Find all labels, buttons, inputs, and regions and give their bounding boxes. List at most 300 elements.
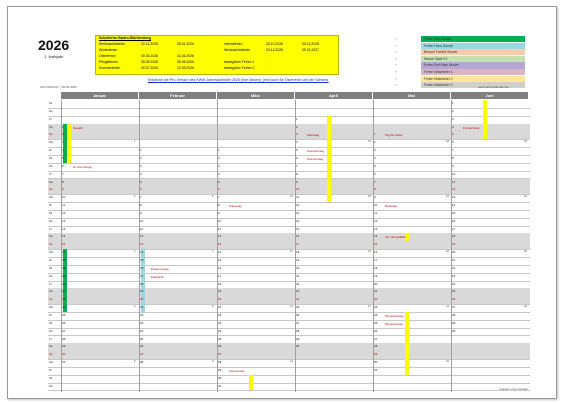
day-number[interactable]: 2 bbox=[62, 132, 64, 137]
day-number[interactable]: 15 bbox=[62, 234, 66, 239]
day-number[interactable]: 29 bbox=[374, 352, 378, 357]
day-number[interactable]: 11 bbox=[296, 195, 300, 200]
day-number[interactable]: 3 bbox=[452, 116, 454, 121]
day-number[interactable]: 15 bbox=[218, 258, 222, 262]
day-number[interactable]: 8 bbox=[62, 179, 64, 184]
day-number[interactable]: 5 bbox=[62, 155, 64, 160]
holiday-name: Weihnachtsferien bbox=[99, 42, 126, 46]
day-number[interactable]: 11 bbox=[140, 226, 144, 231]
day-number[interactable]: 11 bbox=[374, 210, 378, 215]
day-number[interactable]: 2 bbox=[218, 155, 220, 160]
day-annotation: Fronleichnam bbox=[463, 125, 480, 130]
holiday-name: Pfingstferien bbox=[99, 60, 118, 64]
day-number[interactable]: 1 bbox=[140, 148, 142, 153]
weekday-label: Mo bbox=[49, 360, 54, 365]
day-number[interactable]: 19 bbox=[62, 265, 66, 270]
month-header: März bbox=[217, 92, 294, 99]
day-number[interactable]: 27 bbox=[374, 336, 378, 341]
weekday-label: Do bbox=[49, 108, 53, 113]
day-number[interactable]: 4 bbox=[296, 140, 298, 145]
weekday-label: Sa bbox=[49, 234, 53, 239]
day-number[interactable]: 19 bbox=[218, 289, 222, 294]
day-number[interactable]: 11 bbox=[452, 179, 456, 184]
holiday-to: 05.06.2026 bbox=[177, 60, 194, 64]
day-number[interactable]: 30 bbox=[452, 328, 456, 333]
weekday-label: So bbox=[49, 242, 53, 247]
legend-item bbox=[395, 76, 525, 82]
day-number[interactable]: 13 bbox=[452, 195, 456, 200]
day-number[interactable]: 28 bbox=[62, 336, 66, 341]
day-number[interactable]: 15 bbox=[140, 258, 144, 262]
day-annotation: Sommerzeit bbox=[229, 368, 244, 373]
day-number[interactable]: 7 bbox=[218, 195, 220, 200]
day-number[interactable]: 17 bbox=[452, 226, 456, 231]
holiday-from: 26.05.2026 bbox=[141, 60, 158, 64]
holiday-box bbox=[95, 35, 339, 75]
day-number[interactable]: 11 bbox=[62, 203, 66, 208]
day-number[interactable]: 25 bbox=[140, 336, 144, 341]
weekday-label: Mo bbox=[49, 195, 54, 200]
holiday-to: 11.04.2026 bbox=[177, 54, 194, 58]
day-number[interactable]: 18 bbox=[218, 281, 222, 286]
weekday-label: Do bbox=[49, 163, 53, 168]
day-number[interactable]: 5 bbox=[140, 179, 142, 184]
day-number[interactable]: 14 bbox=[62, 226, 66, 231]
week-number: 23 bbox=[524, 140, 527, 144]
day-number[interactable]: 18 bbox=[62, 258, 66, 262]
day-number[interactable]: 22 bbox=[218, 312, 222, 317]
day-number[interactable]: 26 bbox=[218, 344, 222, 349]
day-number[interactable]: 29 bbox=[452, 320, 456, 325]
day-number[interactable]: 12 bbox=[452, 187, 456, 192]
day-number[interactable]: 14 bbox=[140, 250, 144, 255]
day-number[interactable]: 14 bbox=[452, 203, 456, 208]
half-year-label: 1. Halbjahr bbox=[44, 54, 64, 59]
day-number[interactable]: 27 bbox=[452, 305, 456, 310]
day-number[interactable]: 9 bbox=[374, 195, 376, 200]
day-number[interactable]: 25 bbox=[374, 320, 378, 325]
holiday-to: 09.01.2027 bbox=[302, 48, 319, 52]
day-number[interactable]: 29 bbox=[296, 336, 300, 341]
week-number: 25 bbox=[524, 250, 527, 254]
holiday-marker bbox=[68, 124, 71, 163]
day-number[interactable]: 13 bbox=[140, 242, 144, 247]
holiday-from: 30.07.2026 bbox=[141, 66, 158, 70]
day-number[interactable]: 30 bbox=[296, 344, 300, 349]
day-number[interactable]: 19 bbox=[296, 258, 300, 262]
day-number[interactable]: 8 bbox=[140, 203, 142, 208]
weekday-label: Di bbox=[49, 258, 52, 262]
day-number[interactable]: 17 bbox=[62, 250, 66, 255]
holiday-name: Weihnachtsferien bbox=[224, 48, 251, 52]
week-number: 8 bbox=[212, 305, 214, 309]
day-number[interactable]: 30 bbox=[374, 360, 378, 365]
day-number[interactable]: 15 bbox=[296, 226, 300, 231]
day-number[interactable]: 8 bbox=[374, 187, 376, 192]
day-number[interactable]: 22 bbox=[374, 297, 378, 302]
day-number[interactable]: 31 bbox=[62, 360, 66, 365]
day-number[interactable]: 28 bbox=[296, 328, 300, 333]
legend-arrow-icon: » bbox=[395, 37, 397, 41]
week-number: 26 bbox=[524, 305, 527, 309]
day-number[interactable]: 18 bbox=[296, 250, 300, 255]
day-number[interactable]: 2 bbox=[296, 124, 298, 129]
holiday-from: 22.12.2025 bbox=[141, 42, 158, 46]
day-number[interactable]: 22 bbox=[452, 265, 456, 270]
day-number[interactable]: 27 bbox=[140, 352, 144, 357]
legend-arrow-icon: » bbox=[395, 76, 397, 81]
day-number[interactable]: 20 bbox=[218, 297, 222, 302]
month-header: Juni bbox=[451, 92, 528, 99]
day-number[interactable]: 4 bbox=[218, 171, 220, 176]
week-number: 5 bbox=[134, 360, 136, 364]
day-number[interactable]: 13 bbox=[374, 226, 378, 231]
weekday-label: Fr bbox=[49, 116, 52, 121]
day-number[interactable]: 1 bbox=[296, 116, 298, 121]
holiday-to: 05.01.2026 bbox=[177, 42, 194, 46]
day-number[interactable]: 22 bbox=[62, 289, 66, 294]
day-number[interactable]: 20 bbox=[140, 297, 144, 302]
day-number[interactable]: 26 bbox=[296, 312, 300, 317]
day-number[interactable]: 25 bbox=[218, 336, 222, 341]
day-number[interactable]: 16 bbox=[296, 234, 300, 239]
day-number[interactable]: 14 bbox=[218, 250, 222, 255]
weekday-label: Di bbox=[49, 148, 52, 153]
day-number[interactable]: 23 bbox=[218, 320, 222, 325]
pro-version-link[interactable]: Entdecke die Pro-Version des KWM-Jahreskalender 2026 (hier klicken), jetzt auch für Österreich und die Schweiz bbox=[148, 78, 329, 82]
week-number: 18 bbox=[446, 140, 449, 144]
day-number[interactable]: 21 bbox=[296, 273, 300, 278]
day-number[interactable]: 23 bbox=[140, 320, 144, 325]
day-number[interactable]: 25 bbox=[296, 305, 300, 310]
day-number[interactable]: 15 bbox=[374, 242, 378, 247]
calendar-sheet bbox=[7, 6, 557, 399]
week-number: 9 bbox=[212, 360, 214, 364]
day-number[interactable]: 30 bbox=[218, 375, 222, 380]
day-number[interactable]: 27 bbox=[218, 352, 222, 357]
legend-arrow-icon: » bbox=[395, 69, 397, 74]
day-number[interactable]: 6 bbox=[218, 187, 220, 192]
day-number[interactable]: 4 bbox=[452, 124, 454, 129]
year-title: 2026 bbox=[38, 37, 70, 53]
legend-arrow-icon: » bbox=[395, 43, 397, 48]
day-number[interactable]: 6 bbox=[140, 187, 142, 192]
day-annotation: Pfingstmontag bbox=[385, 321, 403, 326]
month-divider bbox=[451, 100, 452, 392]
day-number[interactable]: 12 bbox=[62, 210, 66, 215]
week-number: 16 bbox=[368, 250, 371, 254]
legend-label: Ferien Mitarbeiter 2 bbox=[424, 76, 453, 81]
day-number[interactable]: 17 bbox=[140, 273, 144, 278]
week-number: 21 bbox=[446, 305, 449, 309]
holiday-marker bbox=[405, 328, 409, 375]
day-number[interactable]: 8 bbox=[452, 155, 454, 160]
weekday-label: Di bbox=[49, 203, 52, 208]
day-annotation: Fastnacht bbox=[151, 274, 164, 279]
day-number[interactable]: 16 bbox=[374, 250, 378, 255]
legend-arrow-icon: » bbox=[395, 83, 397, 88]
day-number[interactable]: 8 bbox=[218, 203, 220, 208]
day-number[interactable]: 1 bbox=[62, 124, 64, 129]
day-number[interactable]: 16 bbox=[140, 265, 144, 270]
day-number[interactable]: 8 bbox=[296, 171, 298, 176]
day-number[interactable]: 12 bbox=[296, 203, 300, 208]
month-header: Februar bbox=[139, 92, 216, 99]
day-number[interactable]: 23 bbox=[296, 289, 300, 294]
day-number[interactable]: 13 bbox=[218, 242, 222, 247]
day-number[interactable]: 12 bbox=[140, 234, 144, 239]
day-number[interactable]: 6 bbox=[296, 155, 298, 160]
week-number: 4 bbox=[134, 305, 136, 309]
day-number[interactable]: 17 bbox=[374, 258, 378, 262]
day-number[interactable]: 7 bbox=[452, 148, 454, 153]
day-number[interactable]: 5 bbox=[452, 132, 454, 137]
day-number[interactable]: 23 bbox=[452, 273, 456, 278]
month-header: April bbox=[295, 92, 372, 99]
day-number[interactable]: 26 bbox=[140, 344, 144, 349]
holiday-marker bbox=[483, 100, 487, 139]
day-number[interactable]: 27 bbox=[296, 320, 300, 325]
day-number[interactable]: 1 bbox=[452, 101, 454, 105]
week-number: 15 bbox=[368, 195, 371, 199]
day-number[interactable]: 18 bbox=[452, 234, 456, 239]
legend-item bbox=[395, 49, 525, 55]
holiday-from: - bbox=[141, 48, 143, 52]
day-number[interactable]: 10 bbox=[296, 187, 300, 192]
legend-label: Ferien Hans Dampf bbox=[424, 43, 453, 48]
week-number: 6 bbox=[212, 195, 214, 199]
day-number[interactable]: 19 bbox=[140, 289, 144, 294]
month-divider bbox=[217, 100, 218, 392]
week-number: 24 bbox=[524, 195, 527, 199]
day-number[interactable]: 6 bbox=[374, 171, 376, 176]
week-number: 20 bbox=[446, 250, 449, 254]
day-number[interactable]: 10 bbox=[140, 218, 144, 223]
day-number[interactable]: 19 bbox=[374, 273, 378, 278]
legend-arrow-icon: » bbox=[395, 56, 397, 61]
day-number[interactable]: 6 bbox=[452, 140, 454, 145]
day-number[interactable]: 14 bbox=[296, 218, 300, 223]
day-annotation: Rosenmontag bbox=[151, 266, 169, 271]
day-number[interactable]: 24 bbox=[218, 328, 222, 333]
day-number[interactable]: 17 bbox=[218, 273, 222, 278]
day-number[interactable]: 18 bbox=[374, 265, 378, 270]
day-number[interactable]: 30 bbox=[62, 352, 66, 357]
day-number[interactable]: 9 bbox=[62, 187, 64, 192]
footer-note: Angaben ohne Gewähr bbox=[499, 387, 528, 391]
day-annotation: Muttertag bbox=[385, 204, 397, 209]
holiday-from: 23.12.2026 bbox=[266, 48, 283, 52]
day-number[interactable]: 29 bbox=[62, 344, 66, 349]
day-number[interactable]: 3 bbox=[218, 163, 220, 168]
day-number[interactable]: 31 bbox=[374, 367, 378, 372]
day-number[interactable]: 4 bbox=[62, 148, 64, 153]
day-number[interactable]: 13 bbox=[62, 218, 66, 223]
day-number[interactable]: 20 bbox=[374, 281, 378, 286]
day-number[interactable]: 7 bbox=[296, 163, 298, 168]
weekday-label: Mi bbox=[49, 265, 53, 270]
day-number[interactable]: 28 bbox=[374, 344, 378, 349]
day-number[interactable]: 29 bbox=[218, 367, 222, 372]
day-number[interactable]: 24 bbox=[374, 312, 378, 317]
legend-label: Ferien Mitarbeiter 1 bbox=[424, 69, 453, 74]
day-number[interactable]: 9 bbox=[296, 179, 298, 184]
week-number: 14 bbox=[368, 140, 371, 144]
day-number[interactable]: 21 bbox=[452, 258, 456, 262]
day-number[interactable]: 23 bbox=[374, 305, 378, 310]
day-number[interactable]: 21 bbox=[140, 305, 144, 310]
legend-label: Messe Stadt XY bbox=[424, 56, 448, 61]
weekday-label: Sa bbox=[49, 124, 53, 129]
weekday-label: Di bbox=[49, 367, 52, 372]
day-number[interactable]: 3 bbox=[374, 148, 376, 153]
holiday-to: 12.09.2026 bbox=[177, 66, 194, 70]
weekday-label: Fr bbox=[49, 336, 52, 341]
day-number[interactable]: 12 bbox=[218, 234, 222, 239]
day-number[interactable]: 20 bbox=[452, 250, 456, 255]
day-number[interactable]: 24 bbox=[62, 305, 66, 310]
week-number: 1 bbox=[134, 140, 136, 144]
day-number[interactable]: 6 bbox=[62, 163, 64, 168]
month-divider bbox=[373, 100, 374, 392]
day-number[interactable]: 7 bbox=[62, 171, 64, 176]
day-number[interactable]: 27 bbox=[62, 328, 66, 333]
weekday-label: Mo bbox=[49, 305, 54, 310]
day-number[interactable]: 20 bbox=[296, 265, 300, 270]
day-number[interactable]: 18 bbox=[140, 281, 144, 286]
day-number[interactable]: 23 bbox=[62, 297, 66, 302]
weekday-label: Mi bbox=[49, 375, 53, 380]
day-number[interactable]: 10 bbox=[62, 195, 66, 200]
month-header: Januar bbox=[61, 92, 138, 99]
weekday-label: Sa bbox=[49, 344, 53, 349]
weekday-label: Mi bbox=[49, 320, 53, 325]
month-divider bbox=[295, 100, 296, 392]
day-number[interactable]: 4 bbox=[374, 155, 376, 160]
weekday-label: Mi bbox=[49, 155, 53, 160]
day-number[interactable]: 5 bbox=[374, 163, 376, 168]
day-number[interactable]: 26 bbox=[62, 320, 66, 325]
legend-item bbox=[395, 36, 525, 42]
day-annotation: Chr. Himmelfahrt bbox=[385, 235, 406, 240]
legend-item bbox=[395, 43, 525, 49]
weekday-label: Mi bbox=[49, 210, 53, 215]
day-number[interactable]: 24 bbox=[140, 328, 144, 333]
day-number[interactable]: 16 bbox=[452, 218, 456, 223]
day-number[interactable]: 19 bbox=[452, 242, 456, 247]
day-number[interactable]: 15 bbox=[452, 210, 456, 215]
legend-label: Ferien Max Muster bbox=[424, 37, 452, 41]
day-number[interactable]: 28 bbox=[452, 312, 456, 317]
week-number: 13 bbox=[290, 360, 293, 364]
day-number[interactable]: 16 bbox=[218, 265, 222, 270]
day-number[interactable]: 7 bbox=[374, 179, 376, 184]
holiday-marker bbox=[405, 312, 409, 328]
month-divider bbox=[139, 100, 140, 392]
day-number[interactable]: 21 bbox=[218, 305, 222, 310]
day-number[interactable]: 2 bbox=[374, 140, 376, 145]
weekday-label: Sa bbox=[49, 289, 53, 294]
day-number[interactable]: 3 bbox=[140, 163, 142, 168]
weekday-label: Di bbox=[49, 312, 52, 317]
holiday-from: 30.03.2026 bbox=[141, 54, 158, 58]
day-number[interactable]: 14 bbox=[374, 234, 378, 239]
holiday-from: - bbox=[266, 66, 268, 70]
weekday-label: So bbox=[49, 187, 53, 192]
week-number: 12 bbox=[290, 305, 293, 309]
weekday-label: So bbox=[49, 132, 53, 137]
day-number[interactable]: 24 bbox=[452, 281, 456, 286]
day-number[interactable]: 9 bbox=[140, 210, 142, 215]
holiday-name: bewegliche Ferien 2 bbox=[224, 66, 255, 70]
day-number[interactable]: 2 bbox=[140, 155, 142, 160]
meta-right[interactable]: www.ukvm-kalender.de bbox=[478, 85, 509, 89]
day-number[interactable]: 3 bbox=[296, 132, 298, 137]
day-number[interactable]: 9 bbox=[452, 163, 454, 168]
day-number[interactable]: 3 bbox=[62, 140, 64, 145]
week-number: 19 bbox=[446, 195, 449, 199]
day-number[interactable]: 22 bbox=[296, 281, 300, 286]
legend-label: Ferien Emil Max Muster bbox=[424, 63, 459, 68]
day-number[interactable]: 25 bbox=[452, 289, 456, 294]
day-number[interactable]: 25 bbox=[62, 312, 66, 317]
weekday-label: Do bbox=[49, 328, 53, 333]
day-number[interactable]: 13 bbox=[296, 210, 300, 215]
legend-item bbox=[395, 82, 525, 88]
day-number[interactable]: 11 bbox=[218, 226, 222, 231]
day-number[interactable]: 10 bbox=[452, 171, 456, 176]
day-number[interactable]: 20 bbox=[62, 273, 66, 278]
legend-item bbox=[395, 69, 525, 75]
day-number[interactable]: 16 bbox=[62, 242, 66, 247]
day-number[interactable]: 17 bbox=[296, 242, 300, 247]
day-number[interactable]: 24 bbox=[296, 297, 300, 302]
holiday-marker bbox=[249, 375, 253, 391]
day-annotation: Ostersonntag bbox=[307, 149, 324, 154]
day-number[interactable]: 28 bbox=[140, 360, 144, 365]
day-number[interactable]: 12 bbox=[374, 218, 378, 223]
weekday-label: Do bbox=[49, 218, 53, 223]
day-number[interactable]: 21 bbox=[374, 289, 378, 294]
day-number[interactable]: 31 bbox=[218, 383, 222, 388]
holiday-name: bewegliche Ferien 1 bbox=[224, 60, 255, 64]
holiday-name: Sommerferien bbox=[99, 66, 121, 70]
month-divider bbox=[61, 100, 62, 392]
holiday-to: 30.10.2026 bbox=[302, 42, 319, 46]
day-number[interactable]: 4 bbox=[140, 171, 142, 176]
legend-item bbox=[395, 56, 525, 62]
day-number[interactable]: 10 bbox=[218, 218, 222, 223]
day-number[interactable]: 5 bbox=[218, 179, 220, 184]
day-number[interactable]: 26 bbox=[452, 297, 456, 302]
weekday-label: Sa bbox=[49, 179, 53, 184]
day-number[interactable]: 9 bbox=[218, 210, 220, 215]
day-annotation: Frauentag bbox=[229, 204, 242, 209]
day-number[interactable]: 2 bbox=[452, 108, 454, 113]
day-number[interactable]: 26 bbox=[374, 328, 378, 333]
day-number[interactable]: 21 bbox=[62, 281, 66, 286]
day-number[interactable]: 1 bbox=[374, 132, 376, 137]
weekday-label: Mo bbox=[49, 140, 54, 145]
day-number[interactable]: 22 bbox=[140, 312, 144, 317]
holiday-marker bbox=[483, 124, 487, 132]
meta-left: KW-ANSICHT · 08.06.2025 bbox=[40, 85, 77, 89]
day-number[interactable]: 7 bbox=[140, 195, 142, 200]
day-number[interactable]: 28 bbox=[218, 360, 222, 365]
day-number[interactable]: 1 bbox=[218, 148, 220, 153]
day-number[interactable]: 10 bbox=[374, 203, 378, 208]
day-number[interactable]: 5 bbox=[296, 148, 298, 153]
